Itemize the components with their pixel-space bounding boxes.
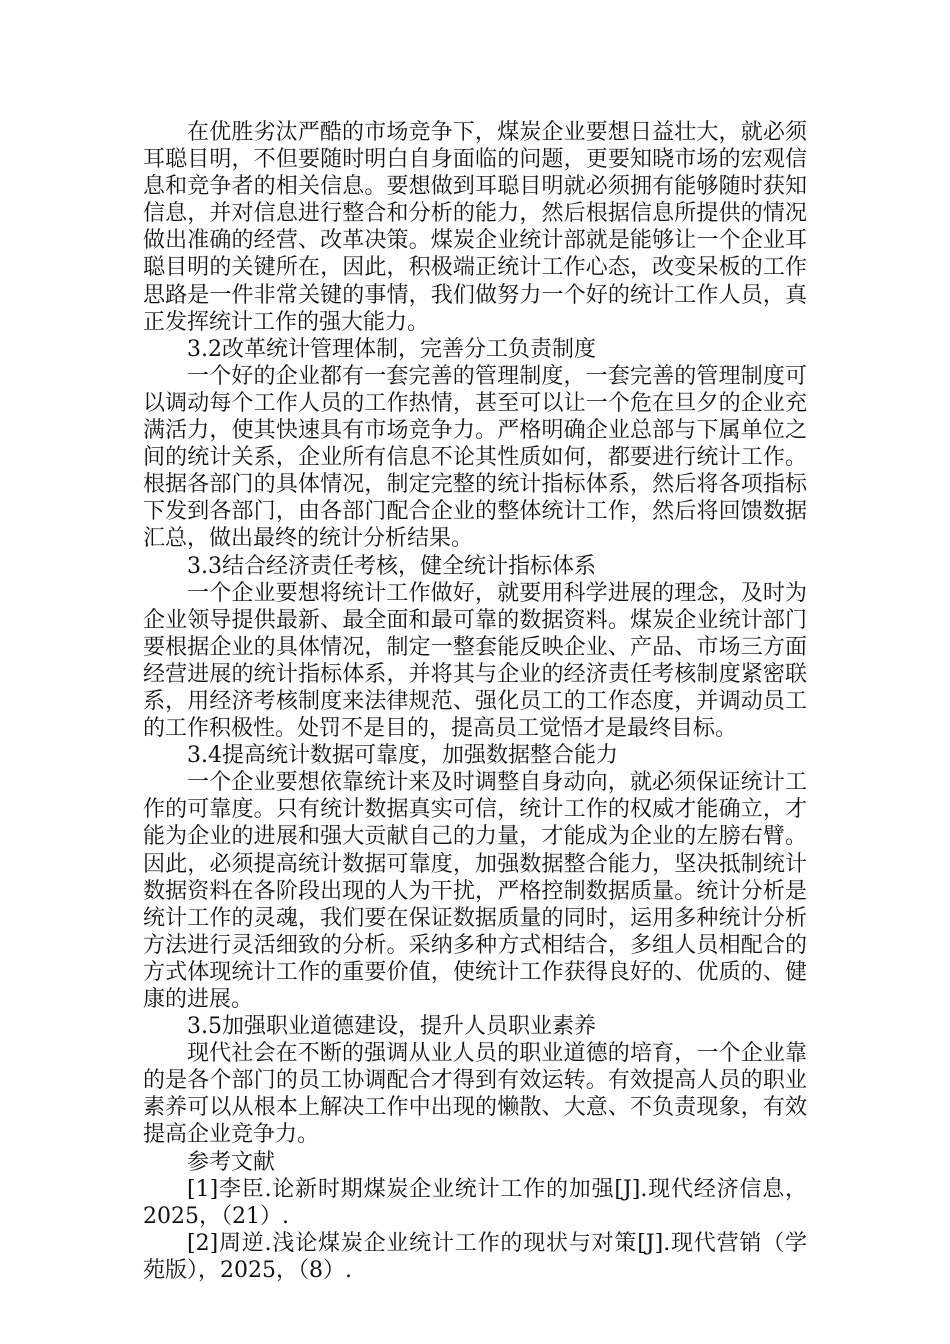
- paragraph-indicator-system: 一个企业要想将统计工作做好，就要用科学进展的理念，及时为企业领导提供最新、最全面和最可靠的数据资料。煤炭企业统计部门要根据企业的具体情况，制定一整套能反映企业、产品、市场三方面经营进展的统计指标体系，并将其与企业的经济责任考核制度紧密联系，用经济考核制度来法律规范、强化员工的工作态度，并调动员工的工作积极性。处罚不是目的，提高员工觉悟才是最终目标。: [143, 580, 807, 742]
- heading-3-2: 3.2改革统计管理体制，完善分工负责制度: [187, 336, 596, 362]
- paragraph-market-competition: 在优胜劣汰严酷的市场竞争下，煤炭企业要想日益壮大，就必须耳聪目明，不但要随时明白自身面临的问题，更要知晓市场的宏观信息和竞争者的相关信息。要想做到耳聪目明就必须拥有能够随时获知信息，并对信息进行整合和分析的能力，然后根据信息所提供的情况做出准确的经营、改革决策。煤炭企业统计部就是能够让一个企业耳聪目明的关键所在，因此，积极端正统计工作心态，改变呆板的工作思路是一件非常关键的事情，我们做努力一个好的统计工作人员，真正发挥统计工作的强大能力。: [143, 120, 807, 335]
- paragraph-data-reliability: 一个企业要想依靠统计来及时调整自身动向，就必须保证统计工作的可靠度。只有统计数据真实可信，统计工作的权威才能确立，才能为企业的进展和强大贡献自己的力量，才能成为企业的左膀右臂。因此，必须提高统计数据可靠度，加强数据整合能力，坚决抵制统计数据资料在各阶段出现的人为干扰，严格控制数据质量。统计分析是统计工作的灵魂，我们要在保证数据质量的同时，运用多种统计分析方法进行灵活细致的分析。采纳多种方式相结合，多组人员相配合的方式体现统计工作的重要价值，使统计工作获得良好的、优质的、健康的进展。: [143, 770, 807, 1012]
- reference-item-2: [2]周逆.浅论煤炭企业统计工作的现状与对策[J].现代营销（学苑版），2025，（8）.: [143, 1230, 807, 1283]
- document-body: [143, 119, 807, 1284]
- heading-3-3: 3.3结合经济责任考核，健全统计指标体系: [187, 553, 596, 579]
- paragraph-professional-ethics: 现代社会在不断的强调从业人员的职业道德的培育，一个企业靠的是各个部门的员工协调配合才得到有效运转。有效提高人员的职业素养可以从根本上解决工作中出现的懒散、大意、不负责现象，有效提高企业竞争力。: [143, 1041, 807, 1148]
- reference-item-1: [1]李臣.论新时期煤炭企业统计工作的加强[J].现代经济信息，2025，（21）.: [143, 1176, 807, 1229]
- paragraph-management-system: 一个好的企业都有一套完善的管理制度，一套完善的管理制度可以调动每个工作人员的工作热情，甚至可以让一个危在旦夕的企业充满活力，使其快速具有市场竞争力。严格明确企业总部与下属单位之间的统计关系，企业所有信息不论其性质如何，都要进行统计工作。根据各部门的具体情况，制定完整的统计指标体系，然后将各项指标下发到各部门，由各部门配合企业的整体统计工作，然后将回馈数据汇总，做出最终的统计分析结果。: [143, 363, 807, 552]
- heading-3-5: 3.5加强职业道德建设，提升人员职业素养: [187, 1014, 596, 1040]
- heading-3-4: 3.4提高统计数据可靠度，加强数据整合能力: [187, 743, 618, 769]
- references-heading: 参考文献: [187, 1149, 276, 1175]
